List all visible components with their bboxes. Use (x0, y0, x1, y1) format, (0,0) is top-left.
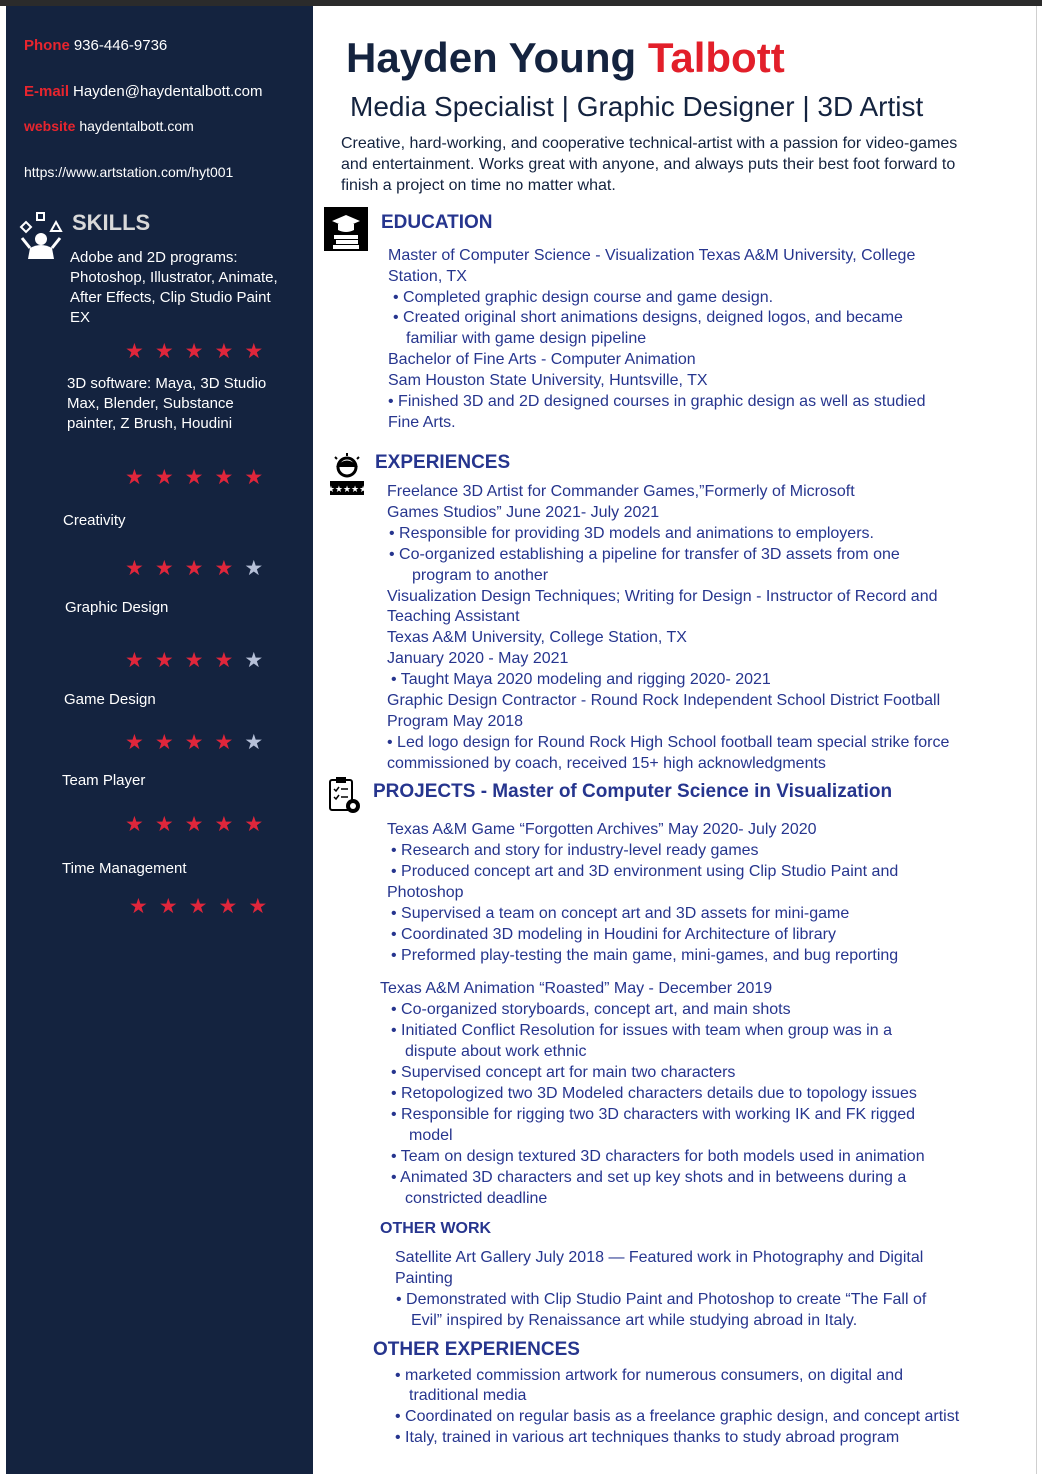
star-filled-icon: ★ (218, 895, 238, 918)
other-work-line: Painting (395, 1270, 453, 1287)
project-line: • Supervised a team on concept art and 3D assets for mini-game (391, 905, 850, 922)
education-line: Bachelor of Fine Arts - Computer Animation (388, 351, 696, 368)
star-filled-icon: ★ (248, 895, 268, 918)
other-experience-line: • Italy, trained in various art techniques thanks to study abroad program (395, 1429, 900, 1446)
artstation-link[interactable]: https://www.artstation.com/hyt001 (24, 164, 234, 180)
email-row (24, 83, 263, 100)
skill-rating (125, 814, 263, 835)
project-line: model (409, 1127, 453, 1144)
star-filled-icon: ★ (214, 466, 234, 489)
star-filled-icon: ★ (244, 466, 264, 489)
education-line: Sam Houston State University, Huntsville, TX (388, 372, 708, 389)
worker-rating-icon (326, 451, 368, 499)
experience-line: Graphic Design Contractor - Round Rock Independent School District Football (387, 692, 941, 709)
education-title: EDUCATION (381, 212, 493, 233)
skill-rating (125, 558, 263, 579)
skill-label-game-design: Game Design (64, 691, 156, 708)
star-filled-icon: ★ (184, 649, 204, 672)
first-names: Hayden Young (346, 34, 637, 81)
summary: Creative, hard-working, and cooperative technical-artist with a passion for video-games and entertainment. Works great with anyone, and always puts their best foot forward to finish a project on time no matter what. (341, 135, 958, 194)
education-line: • Finished 3D and 2D designed courses in graphic design as well as studied (388, 393, 926, 410)
project-line: • Responsible for rigging two 3D characters with working IK and FK rigged (391, 1106, 916, 1123)
star-filled-icon: ★ (125, 731, 144, 754)
project-line: constricted deadline (405, 1190, 548, 1207)
star-filled-icon: ★ (125, 466, 144, 489)
experience-line: Games Studios” June 2021- July 2021 (387, 504, 660, 521)
project-line: • Animated 3D characters and set up key shots and in betweens during a (391, 1169, 907, 1186)
star-filled-icon: ★ (129, 895, 148, 918)
skill-rating (125, 650, 263, 671)
graduation-books-icon (324, 207, 368, 251)
experience-line: • Co-organized establishing a pipeline for transfer of 3D assets from one (389, 546, 900, 563)
project-line: • Supervised concept art for main two characters (391, 1064, 736, 1081)
project-line: • Retopologized two 3D Modeled characters details due to topology issues (391, 1085, 917, 1102)
skill-rating (129, 896, 267, 917)
star-filled-icon: ★ (184, 813, 204, 836)
website-row (24, 118, 194, 134)
project-line: dispute about work ethnic (405, 1043, 587, 1060)
skill-rating (125, 732, 263, 753)
star-empty-icon: ★ (244, 649, 264, 672)
experience-line: Teaching Assistant (387, 608, 520, 625)
education-line: familiar with game design pipeline (406, 330, 647, 347)
other-experiences-title: OTHER EXPERIENCES (373, 1339, 580, 1360)
skill-rating (125, 341, 263, 362)
project-line: • Research and story for industry-level ready games (391, 842, 759, 859)
education-line: • Completed graphic design course and game design. (393, 289, 774, 306)
project-line: • Preformed play-testing the main game, mini-games, and bug reporting (391, 947, 899, 964)
full-name (346, 34, 785, 82)
star-filled-icon: ★ (125, 813, 144, 836)
skills-title: SKILLS (72, 210, 151, 235)
education-line: • Created original short animations designs, deigned logos, and became (393, 309, 903, 326)
star-filled-icon: ★ (158, 895, 178, 918)
star-empty-icon: ★ (244, 731, 264, 754)
phone-value: 936-446-9736 (73, 37, 168, 54)
star-filled-icon: ★ (154, 466, 174, 489)
project-line: • Coordinated 3D modeling in Houdini for Architecture of library (391, 926, 836, 943)
projects-title: PROJECTS - Master of Computer Science in Visualization (373, 781, 893, 802)
other-work-title: OTHER WORK (380, 1220, 492, 1237)
experiences-title: EXPERIENCES (375, 452, 511, 473)
star-filled-icon: ★ (214, 649, 234, 672)
education-line: Master of Computer Science - Visualization Texas A&M University, College (388, 247, 916, 264)
project-line: Texas A&M Game “Forgotten Archives” May 2020- July 2020 (387, 821, 817, 838)
project-line: • Initiated Conflict Resolution for issues with team when group was in a (391, 1022, 892, 1039)
star-filled-icon: ★ (214, 813, 234, 836)
experience-line: Texas A&M University, College Station, TX (387, 629, 687, 646)
star-filled-icon: ★ (154, 340, 174, 363)
star-filled-icon: ★ (125, 649, 144, 672)
experience-line: January 2020 - May 2021 (387, 650, 569, 667)
star-filled-icon: ★ (154, 557, 174, 580)
star-filled-icon: ★ (184, 731, 204, 754)
project-line: • Team on design textured 3D characters for both models used in animation (391, 1148, 925, 1165)
star-filled-icon: ★ (188, 895, 208, 918)
experience-line: commissioned by coach, received 15+ high acknowledgments (387, 755, 826, 772)
experience-line: • Responsible for providing 3D models and animations to employers. (389, 525, 874, 542)
star-filled-icon: ★ (154, 813, 174, 836)
experience-line: Visualization Design Techniques; Writing for Design - Instructor of Record and (387, 588, 938, 605)
star-filled-icon: ★ (125, 340, 144, 363)
skill-label-creativity: Creativity (63, 512, 126, 529)
other-experience-line: • marketed commission artwork for numerous consumers, on digital and (395, 1367, 904, 1384)
experience-line: • Led logo design for Round Rock High School football team special strike force (387, 734, 950, 751)
project-line: • Produced concept art and 3D environment using Clip Studio Paint and (391, 863, 899, 880)
star-filled-icon: ★ (184, 466, 204, 489)
page-edge (1036, 6, 1037, 1474)
project-line: • Co-organized storyboards, concept art, and main shots (391, 1001, 791, 1018)
website-label: website (24, 118, 76, 134)
other-work-line: • Demonstrated with Clip Studio Paint and Photoshop to create “The Fall of (396, 1291, 927, 1308)
phone-label: Phone (24, 37, 70, 54)
job-titles: Media Specialist | Graphic Designer | 3D Artist (350, 91, 924, 122)
experience-line: • Taught Maya 2020 modeling and rigging 2020- 2021 (391, 671, 771, 688)
project-line: Photoshop (387, 884, 464, 901)
other-experience-line: traditional media (409, 1387, 527, 1404)
star-filled-icon: ★ (214, 557, 234, 580)
skill-label-graphic-design: Graphic Design (65, 599, 169, 616)
star-filled-icon: ★ (154, 649, 174, 672)
skill-rating (125, 467, 263, 488)
email-label: E-mail (24, 83, 70, 100)
star-filled-icon: ★ (184, 557, 204, 580)
star-filled-icon: ★ (154, 731, 174, 754)
skill-label-team-player: Team Player (62, 772, 146, 789)
experience-line: program to another (412, 567, 549, 584)
star-filled-icon: ★ (214, 731, 234, 754)
star-filled-icon: ★ (244, 813, 264, 836)
project-line: Texas A&M Animation “Roasted” May - December 2019 (380, 980, 773, 997)
experience-line: Program May 2018 (387, 713, 524, 730)
star-filled-icon: ★ (244, 340, 264, 363)
experience-line: Freelance 3D Artist for Commander Games,”Formerly of Microsoft (387, 483, 855, 500)
star-filled-icon: ★ (125, 557, 144, 580)
juggler-icon (18, 210, 64, 260)
education-line: Station, TX (388, 268, 467, 285)
other-experience-line: • Coordinated on regular basis as a freelance graphic design, and concept artist (395, 1408, 960, 1425)
svg-text:★★★★★: ★★★★★ (326, 485, 368, 495)
star-empty-icon: ★ (244, 557, 264, 580)
skill-label-time-management: Time Management (62, 860, 187, 877)
star-filled-icon: ★ (184, 340, 204, 363)
skill-label-3d: 3D software: Maya, 3D Studio Max, Blender, Substance painter, Z Brush, Houdini (67, 375, 267, 432)
other-work-line: Evil” inspired by Renaissance art while studying abroad in Italy. (411, 1312, 858, 1329)
skill-label-adobe: Adobe and 2D programs: Photoshop, Illustrator, Animate, After Effects, Clip Studio Paint EX (70, 249, 278, 326)
other-work-line: Satellite Art Gallery July 2018 — Featured work in Photography and Digital (395, 1249, 924, 1266)
star-filled-icon: ★ (214, 340, 234, 363)
website-value[interactable]: haydentalbott.com (79, 118, 194, 134)
phone-row (24, 37, 167, 54)
email-value[interactable]: Hayden@haydentalbott.com (73, 83, 263, 100)
checklist-gear-icon (327, 776, 363, 816)
last-name: Talbott (647, 34, 785, 81)
education-line: Fine Arts. (388, 414, 456, 431)
